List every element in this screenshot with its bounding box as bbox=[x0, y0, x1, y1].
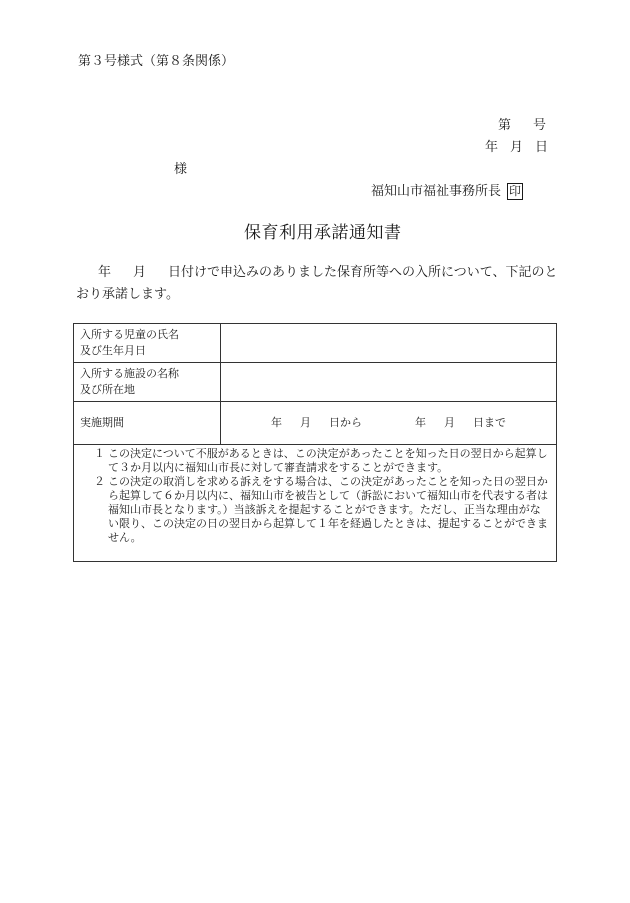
child-value-cell bbox=[221, 324, 557, 363]
form-number: 第３号様式（第８条関係） bbox=[78, 54, 235, 69]
period-to-month: 月 bbox=[444, 416, 455, 429]
date-month: 月 bbox=[510, 140, 524, 155]
issuer-block bbox=[371, 180, 523, 200]
document-number bbox=[498, 114, 546, 133]
date-day: 日 bbox=[535, 140, 549, 155]
table-row-period bbox=[74, 402, 557, 445]
child-label-line2: 及び生年月日 bbox=[80, 344, 146, 357]
period-to bbox=[415, 415, 506, 431]
period-to-day: 日まで bbox=[473, 416, 506, 429]
date-year: 年 bbox=[485, 140, 499, 155]
seal-mark: 印 bbox=[509, 184, 522, 198]
note-text: この決定の取消しを求める訴えをする場合は、この決定があったことを知った日の翌日から起算して６か月以内に、福知山市を被告として（訴訟において福知山市を代表する者は福知山市長となります。）当該訴えを提起することができます。ただし、正当な理由がない限り、この決定の日の翌日から起算して１年を経過したときは、提起することができません。 bbox=[108, 475, 548, 544]
doc-number-prefix: 第 bbox=[498, 118, 512, 133]
child-label-cell bbox=[74, 324, 221, 363]
facility-label-line2: 及び所在地 bbox=[80, 383, 135, 396]
child-label-line1: 入所する児童の氏名 bbox=[80, 328, 179, 341]
period-from-day: 日から bbox=[329, 416, 362, 429]
doc-number-suffix: 号 bbox=[533, 118, 547, 133]
note-item bbox=[94, 475, 548, 545]
period-label-cell: 実施期間 bbox=[74, 402, 221, 445]
note-item bbox=[94, 447, 548, 475]
body-month: 月 bbox=[133, 265, 147, 280]
facility-value-cell bbox=[221, 363, 557, 402]
note-number: １ bbox=[94, 447, 105, 460]
document-title: 保育利用承諾通知書 bbox=[244, 223, 402, 243]
period-value-cell bbox=[221, 402, 557, 445]
table-row-child bbox=[74, 324, 557, 363]
body-text: 日付けで申込みのありました保育所等への入所について、下記のとおり承諾します。 bbox=[76, 265, 558, 302]
body-year: 年 bbox=[98, 265, 112, 280]
period-to-year: 年 bbox=[415, 416, 426, 429]
period-from-month: 月 bbox=[300, 416, 311, 429]
body-paragraph bbox=[76, 262, 562, 306]
note-text: この決定について不服があるときは、この決定があったことを知った日の翌日から起算して３か月以内に福知山市長に対して審査請求をすることができます。 bbox=[108, 447, 548, 474]
table-row-facility bbox=[74, 363, 557, 402]
note-number: ２ bbox=[94, 475, 105, 488]
addressee-suffix: 様 bbox=[174, 162, 188, 177]
facility-label-line1: 入所する施設の名称 bbox=[80, 367, 179, 380]
facility-label-cell bbox=[74, 363, 221, 402]
period-from bbox=[271, 415, 362, 431]
period-from-year: 年 bbox=[271, 416, 282, 429]
info-table bbox=[73, 323, 557, 445]
issuer-name: 福知山市福祉事務所長 bbox=[371, 184, 502, 199]
issue-date bbox=[485, 136, 548, 155]
notes-box bbox=[73, 444, 557, 562]
